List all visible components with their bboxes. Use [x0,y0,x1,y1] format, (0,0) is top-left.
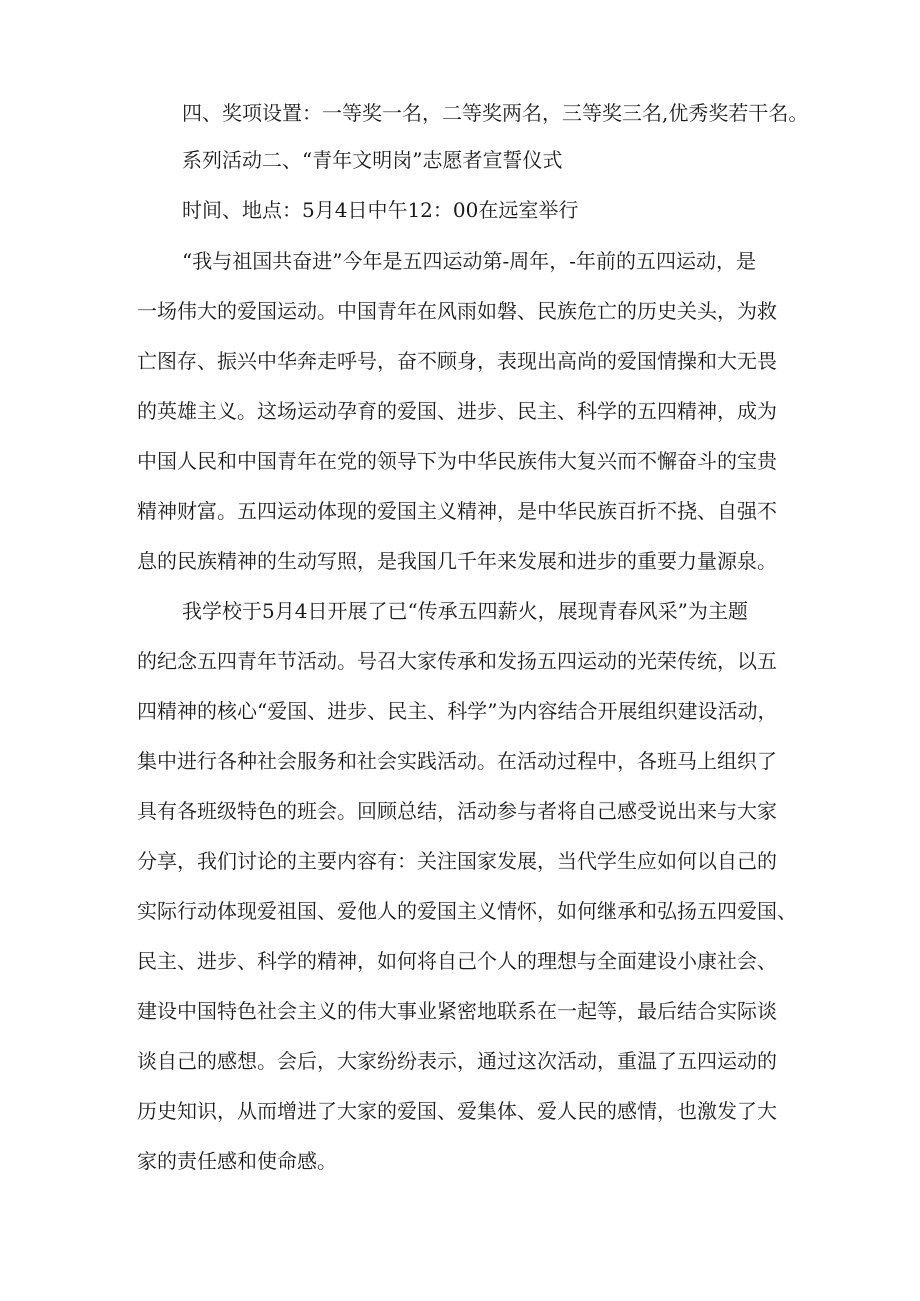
paragraph-2-line: 实际行动体现爱祖国、爱他人的爱国主义情怀，如何继承和弘扬五四爱国、 [137,899,797,923]
paragraph-1-line: 一场伟大的爱国运动。中国青年在风雨如磐、民族危亡的历史关头，为救 [137,299,777,323]
paragraph-1-line: “我与祖国共奋进”今年是五四运动第-周年，-年前的五四运动，是 [182,249,756,273]
paragraph-1-line: 精神财富。五四运动体现的爱国主义精神，是中华民族百折不挠、自强不 [137,499,777,523]
paragraph-2-line: 民主、进步、科学的精神，如何将自己个人的理想与全面建设小康社会、 [137,949,777,973]
time-place-line: 时间、地点：5月4日中午12：00在远室举行 [182,198,579,222]
paragraph-2-line: 集中进行各种社会服务和社会实践活动。在活动过程中，各班马上组织了 [137,749,777,773]
awards-line: 四、奖项设置：一等奖一名，二等奖两名，三等奖三名,优秀奖若干名。 [182,101,809,125]
paragraph-2-line: 具有各班级特色的班会。回顾总结，活动参与者将自己感受说出来与大家 [137,799,777,823]
activity-two-title: 系列活动二、“青年文明岗”志愿者宣誓仪式 [182,148,563,172]
paragraph-1-line: 亡图存、振兴中华奔走呼号，奋不顾身，表现出高尚的爱国情操和大无畏 [137,349,777,373]
paragraph-2-line: 历史知识，从而增进了大家的爱国、爱集体、爱人民的感情，也激发了大 [137,1099,777,1123]
paragraph-1-line: 息的民族精神的生动写照，是我国几千年来发展和进步的重要力量源泉。 [137,549,777,573]
paragraph-2-line: 四精神的核心“爱国、进步、民主、科学”为内容结合开展组织建设活动， [137,699,778,723]
paragraph-1-line: 中国人民和中国青年在党的领导下为中华民族伟大复兴而不懈奋斗的宝贵 [137,449,777,473]
paragraph-2-line: 我学校于5月4日开展了已“传承五四薪火，展现青春风采”为主题 [182,599,748,623]
paragraph-2-line: 建设中国特色社会主义的伟大事业紧密地联系在一起等，最后结合实际谈 [137,999,777,1023]
paragraph-2-line: 的纪念五四青年节活动。号召大家传承和发扬五四运动的光荣传统，以五 [137,649,777,673]
paragraph-2-line: 分享，我们讨论的主要内容有：关注国家发展，当代学生应如何以自己的 [137,849,777,873]
paragraph-2-line: 谈自己的感想。会后，大家纷纷表示，通过这次活动，重温了五四运动的 [137,1049,777,1073]
paragraph-2-line: 家的责任感和使命感。 [137,1149,337,1173]
paragraph-1-line: 的英雄主义。这场运动孕育的爱国、进步、民主、科学的五四精神，成为 [137,399,777,423]
